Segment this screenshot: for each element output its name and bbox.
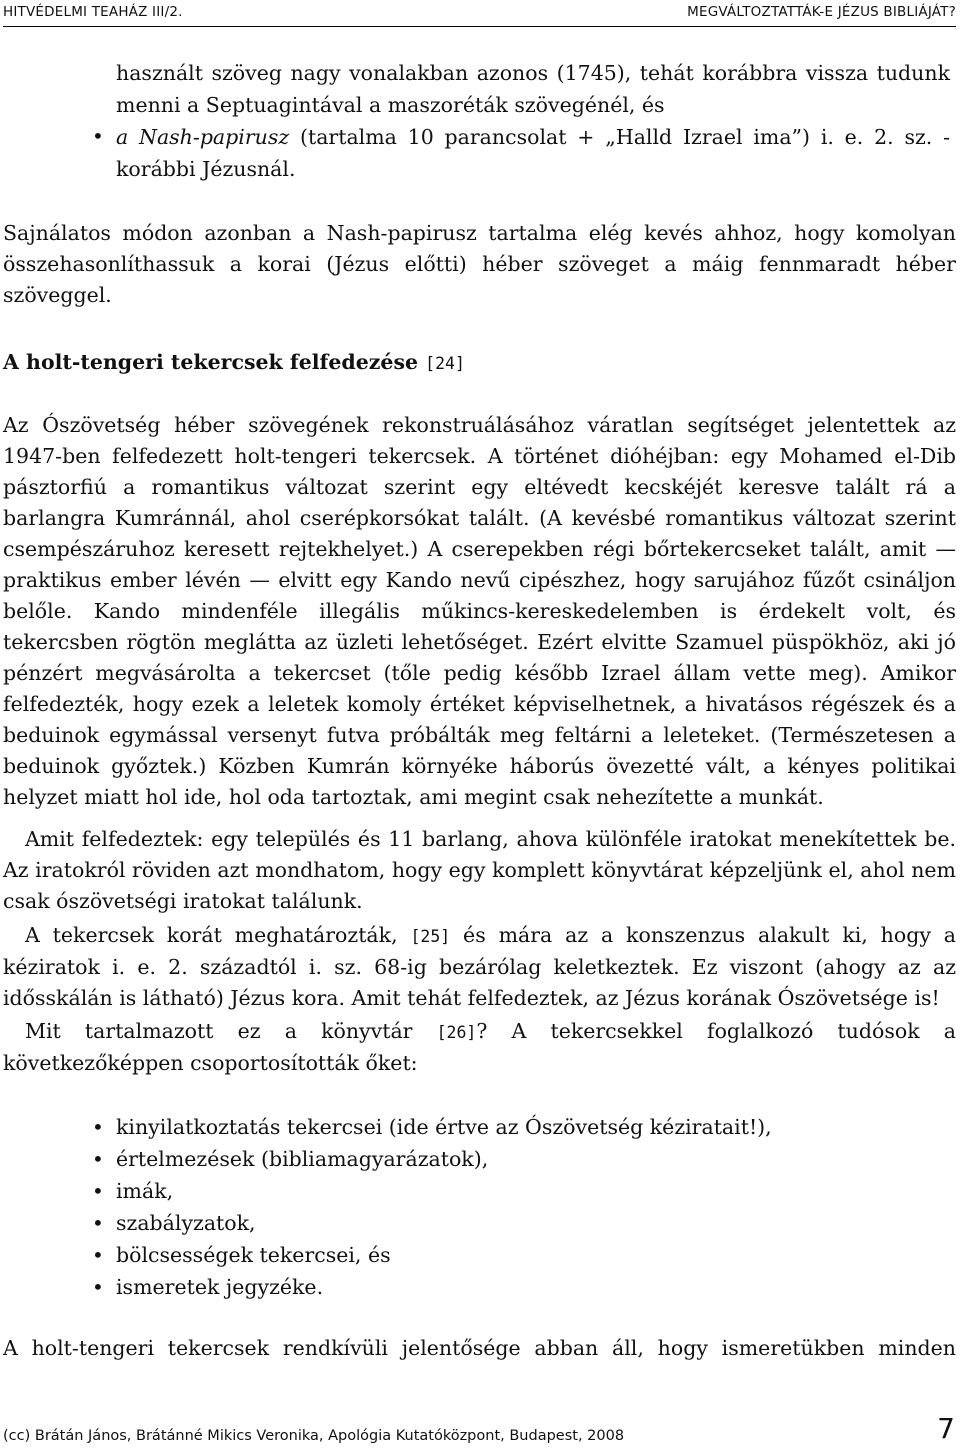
list-item: ismeretek jegyzéke. [116, 1275, 324, 1299]
paragraph-kor [3, 920, 956, 1014]
paragraph-main: Az Ószövetség héber szövegének rekonstruálásához váratlan segítséget jelentettek az 1947-ben felfedezett holt-tengeri tekercsek. A történet dióhéjban: egy Mohamed el-Dib pásztorfiú a romantikus változat szerint egy eltévedt kecskéjét keresve talált rá a barlangra Kumránnál, ahol cserépkorsókat talált. (A kevésbé romantikus változat szerint csempészáruhoz keresett rejtekhelyet.) A cserepekben régi bőrtekercseket talált, amit — praktikus ember lévén — elvitt egy Kando nevű cipészhez, hogy sarujához fűzőt csináljon belőle. Kando mindenféle illegális műkincs-kereskedelemben is érdekelt volt, és tekercsben rögtön meglátta az üzleti lehetőséget. Ezért elvitte Szamuel püspökhöz, aki jó pénzért megvásárolta a tekercset (tőle pedig később Izrael állam vette meg). Amikor felfedezték, hogy ezek a leletek komoly értéket képviselhetnek, a hivatásos régészek és a beduinok egymással versenyt futva próbálták meg feltárni a leleteket. (Természetesen a beduinok győztek.) Közben Kumrán környéke háborús övezetté vált, a kényes politikai helyzet miatt hol ide, hol oda tartoztak, ami megint csak nehezítette a munkát. [3, 413, 956, 809]
header-left: HITVÉDELMI TEAHÁZ III/2. [3, 4, 183, 20]
paragraph-amit: Amit felfedeztek: egy település és 11 barlang, ahova különféle iratokat menekítettek be. Az iratokról röviden azt mondhatom, hogy egy komplett könyvtárat képzeljünk el, ahol nem csak ószövetségi iratokat találunk. [3, 827, 956, 913]
list-item: bölcsességek tekercsei, és [116, 1243, 391, 1267]
list-item-bullet: • [92, 1115, 104, 1139]
paragraph-last: A holt-tengeri tekercsek rendkívüli jelentősége abban áll, hogy ismeretükben minden [3, 1336, 956, 1360]
list-item: kinyilatkoztatás tekercsei (ide értve az Ószövetség kéziratait!), [116, 1115, 772, 1139]
list-item-bullet: • [92, 1147, 104, 1171]
kor-ref: [25] [410, 927, 451, 946]
header-right: MEGVÁLTOZTATTÁK-E JÉZUS BIBLIÁJÁT? [687, 4, 956, 20]
section-heading-ref: [24] [425, 354, 465, 373]
header-rule [3, 26, 956, 27]
running-header [3, 4, 956, 24]
page-number: 7 [937, 1412, 955, 1445]
section-heading [3, 350, 465, 374]
list-item: szabályzatok, [116, 1211, 256, 1235]
mit-after: ? A tekercsekkel foglalkozó tudósok a következőképpen csoportosították őket: [3, 1019, 956, 1075]
list-item-bullet: • [92, 1179, 104, 1203]
paragraph-mit [3, 1016, 956, 1079]
list-item-bullet: • [92, 1275, 104, 1299]
paragraph-sajnalatos: Sajnálatos módon azonban a Nash-papirusz tartalma elég kevés ahhoz, hogy komolyan összehasonlíthassuk a korai (Jézus előtti) héber szöveget a máig fennmaradt héber szöveggel. [3, 221, 956, 307]
mit-ref: [26] [436, 1023, 477, 1042]
section-heading-title: A holt-tengeri tekercsek felfedezése [3, 350, 426, 374]
footer-copyright: (cc) Brátán János, Brátánné Mikics Veronika, Apológia Kutatóközpont, Budapest, 2008 [3, 1428, 625, 1444]
list-item: imák, [116, 1179, 174, 1203]
bullet-continuation-text: használt szöveg nagy vonalakban azonos (1745), tehát korábbra vissza tudunk menni a Septuagintával a maszoréták szövegénél, és [116, 61, 950, 117]
nash-bullet-text [116, 121, 950, 185]
list-item-bullet: • [92, 1211, 104, 1235]
list-item: értelmezések (bibliamagyarázatok), [116, 1147, 489, 1171]
kor-before: A tekercsek korát meghatározták, [25, 923, 411, 947]
mit-before: Mit tartalmazott ez a könyvtár [25, 1019, 437, 1043]
bullet-marker: • [92, 124, 104, 148]
kor-after: és mára az a konszenzus alakult ki, hogy a kéziratok i. e. 2. századtól i. sz. 68-ig bezárólag keletkeztek. Ez viszont (ahogy az az idősskálán is látható) Jézus kora. Amit tehát felfedeztek, az Jézus korának Ószövetsége is! [3, 923, 957, 1010]
nash-papirusz-italic: a Nash-papirusz [116, 125, 290, 149]
list-item-bullet: • [92, 1243, 104, 1267]
nash-bullet-rest: (tartalma 10 parancsolat + „Halld Izrael ima”) i. e. 2. sz. - korábbi Jézusnál. [116, 125, 950, 181]
